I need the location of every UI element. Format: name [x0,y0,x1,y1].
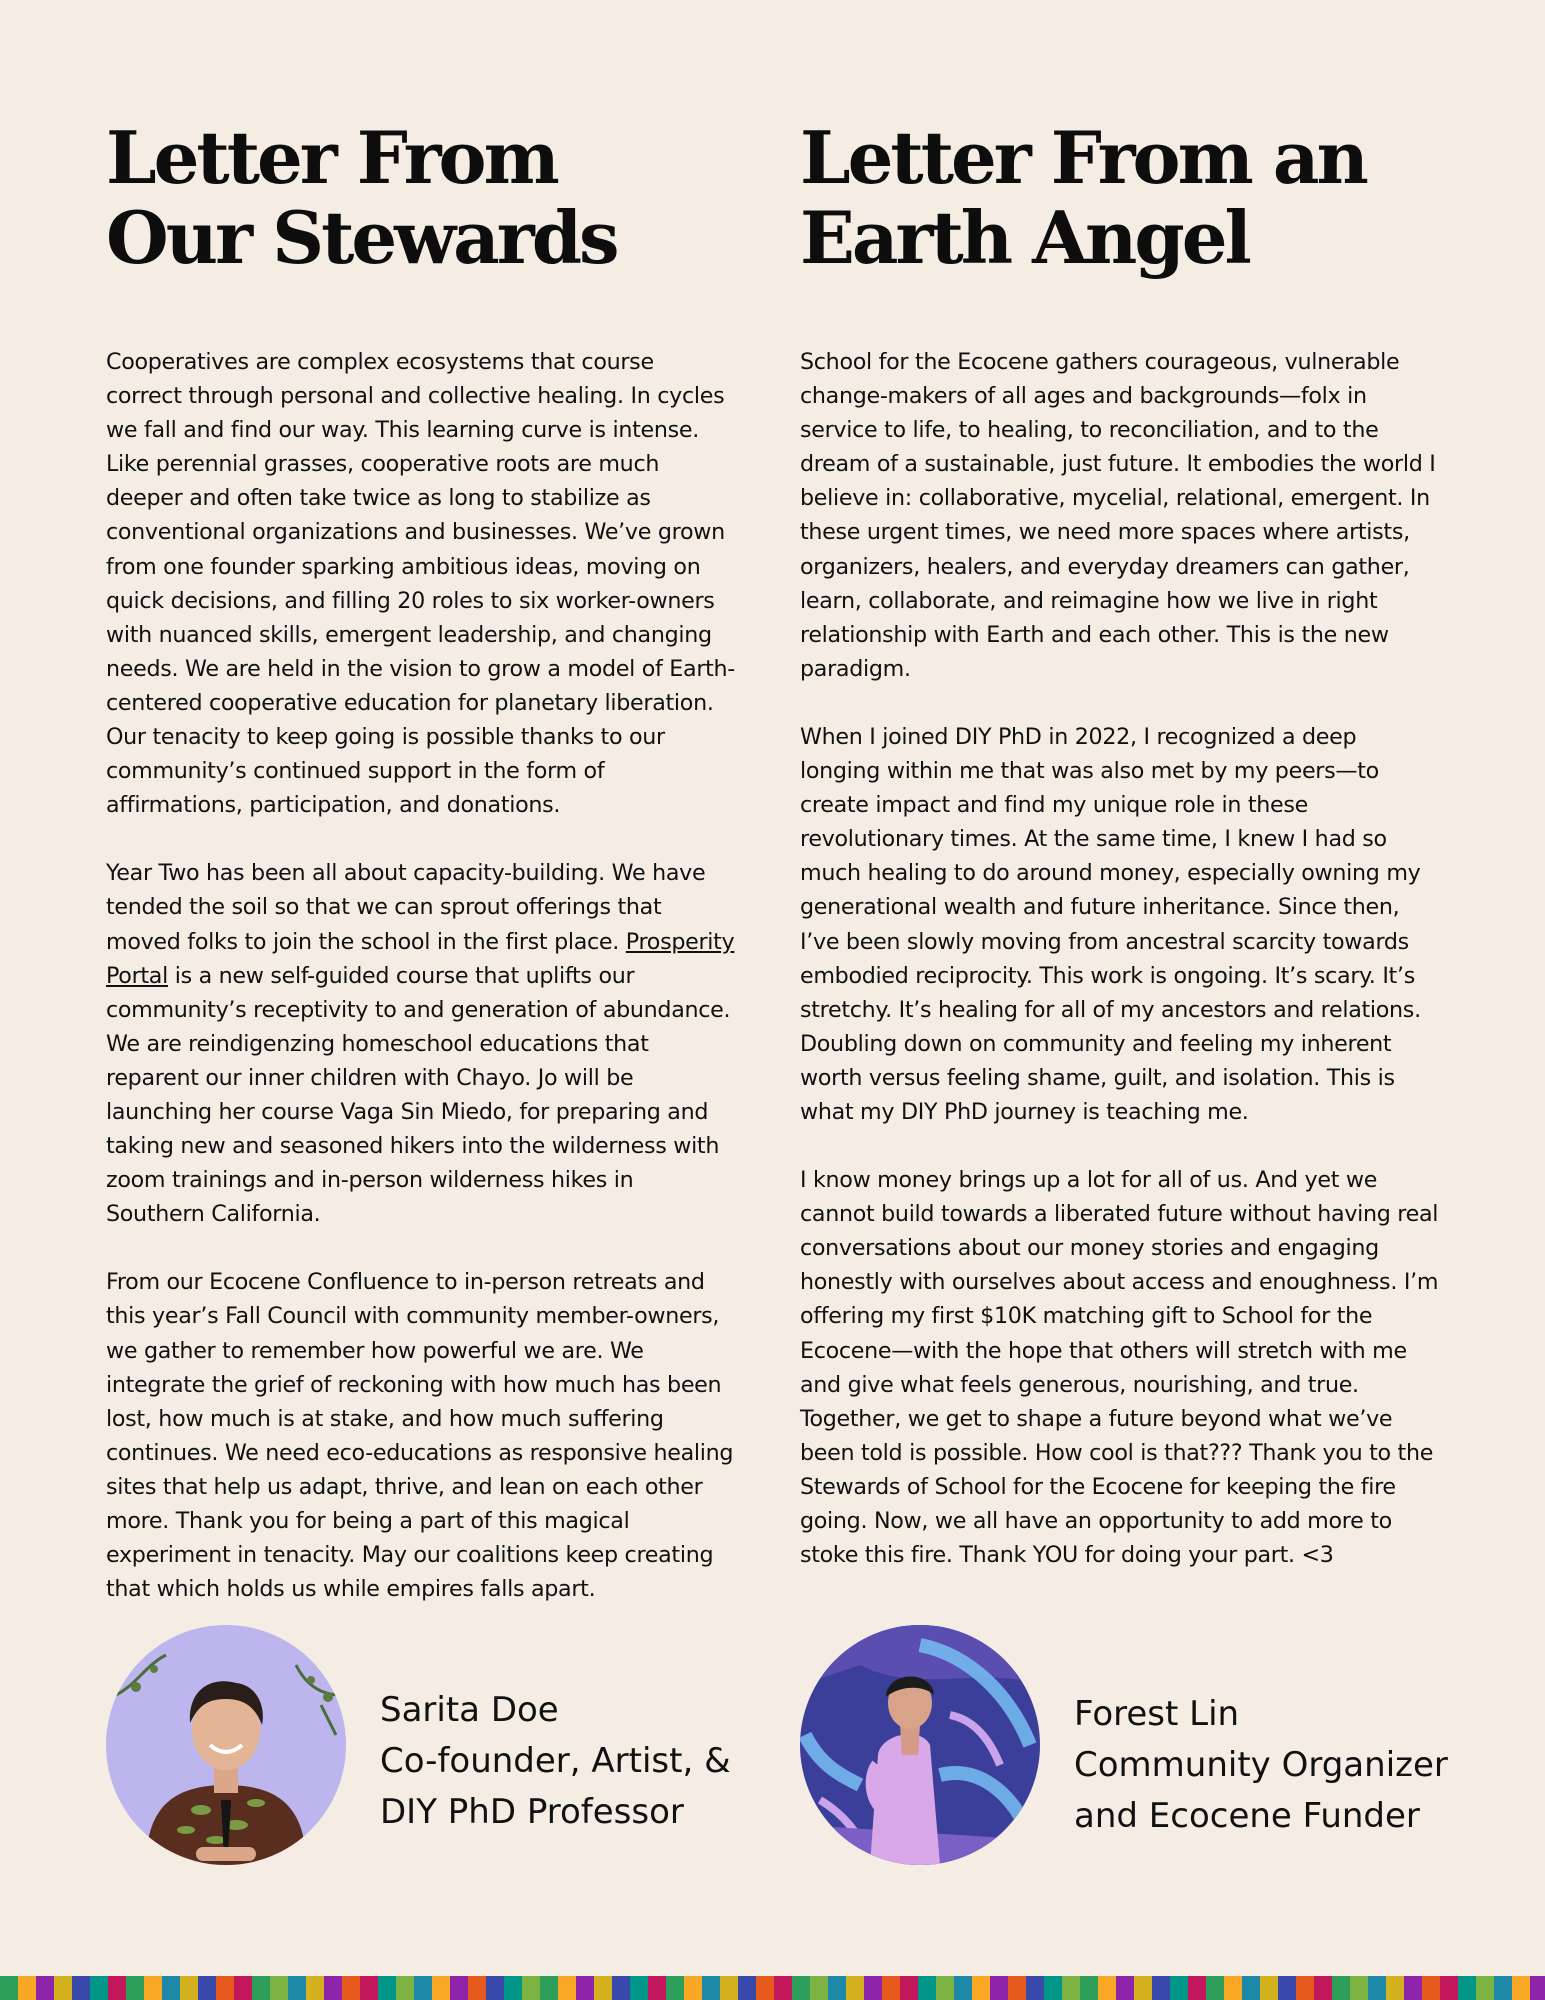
stripe-segment [954,1976,972,2000]
stripe-segment [612,1976,630,2000]
stripe-segment [1206,1976,1224,2000]
earth-angel-title-line1: Letter From an [800,115,1366,200]
stripe-segment [162,1976,180,2000]
stripe-segment [1296,1976,1314,2000]
stripe-segment [756,1976,774,2000]
stripe-segment [306,1976,324,2000]
steward-paragraph-3: From our Ecocene Confluence to in-person retreats and this year’s Fall Council with community member-owners, we gather to remember how powerful we are. We integrate the grief of reckoning with how much has been lost, how much is at stake, and how much suffering continues. We need eco-educations as responsive healing sites that help us adapt, thrive, and lean on each other more. Thank you for being a part of this magical experiment in tenacity. May our coalitions keep creating that which holds us while empires falls apart. [106,1269,734,1603]
stripe-segment [1476,1976,1494,2000]
steward-paragraph-2 [106,856,736,1231]
earth-angel-paragraph-2: When I joined DIY PhD in 2022, I recognized a deep longing within me that was also met by my peers—to create impact and find my unique role in these revolutionary times. At the same time, I knew I had so much healing to do around money, especially owning my generational wealth and future inheritance. Since then, I’ve been slowly moving from ancestral scarcity towards embodied reciprocity. This work is ongoing. It’s scary. It’s stretchy. It’s healing for all of my ancestors and relations. Doubling down on community and feeling my inherent worth versus feeling shame, guilt, and isolation. This is what my DIY PhD journey is teaching me. [800,723,1421,1125]
stripe-segment [1260,1976,1278,2000]
decorative-color-stripe [0,1976,1545,2000]
stripe-segment [1008,1976,1026,2000]
earth-angel-role-line1: Community Organizer [1074,1745,1448,1785]
stripe-segment [1116,1976,1134,2000]
steward-paragraph-1: Cooperatives are complex ecosystems that course correct through personal and collective healing. In cycles we fall and find our way. This learning curve is intense. Like perennial grasses, cooperative roots are much deeper and often take twice as long to stabilize as conventional organizations and businesses. We’ve grown from one founder sparking ambitious ideas, moving on quick decisions, and filling 20 roles to six worker-owners with nuanced skills, emergent leadership, and changing needs. We are held in the vision to grow a model of Earth-centered cooperative education for planetary liberation. Our tenacity to keep going is possible thanks to our community’s continued support in the form of affirmations, participation, and donations. [106,349,736,819]
earth-angel-letter-title [800,115,1440,280]
earth-angel-name: Forest Lin [1074,1694,1240,1734]
stripe-segment [180,1976,198,2000]
stripe-segment [648,1976,666,2000]
stripe-segment [540,1976,558,2000]
stripe-segment [18,1976,36,2000]
stripe-segment [792,1976,810,2000]
stripe-segment [234,1976,252,2000]
forest-avatar [800,1625,1040,1865]
steward-signature-text [380,1685,731,1838]
stripe-segment [1224,1976,1242,2000]
stripe-segment [918,1976,936,2000]
stripe-segment [432,1976,450,2000]
steward-letter-body [106,345,736,1606]
stripe-segment [36,1976,54,2000]
stripe-segment [1350,1976,1368,2000]
steward-role-line2: DIY PhD Professor [380,1792,684,1832]
stripe-segment [108,1976,126,2000]
stripe-segment [216,1976,234,2000]
steward-name: Sarita Doe [380,1690,559,1730]
stripe-segment [1440,1976,1458,2000]
steward-letter [106,115,736,1640]
stripe-segment [72,1976,90,2000]
stripe-segment [1530,1976,1545,2000]
stripe-segment [846,1976,864,2000]
stripe-segment [324,1976,342,2000]
stripe-segment [270,1976,288,2000]
stripe-segment [1170,1976,1188,2000]
stripe-segment [1080,1976,1098,2000]
stripe-segment [828,1976,846,2000]
stripe-segment [342,1976,360,2000]
steward-p2-text-end: is a new self-guided course that uplifts our community’s receptivity to and generation of abundance. We are reindigenzing homeschool educations that reparent our inner children with Chayo. Jo will be launching her course Vaga Sin Miedo, for preparing and taking new and seasoned hikers into the wilderness with zoom trainings and in-person wilderness hikes in Southern California. [106,962,731,1228]
stripe-segment [1152,1976,1170,2000]
stripe-segment [720,1976,738,2000]
steward-role-line1: Co-founder, Artist, & [380,1741,731,1781]
stripe-segment [1278,1976,1296,2000]
stripe-segment [666,1976,684,2000]
stripe-segment [1512,1976,1530,2000]
earth-angel-paragraph-1: School for the Ecocene gathers courageous, vulnerable change-makers of all ages and backgrounds—folx in service to life, to healing, to reconciliation, and to the dream of a sustainable, just future. It embodies the world I believe in: collaborative, mycelial, relational, emergent. In these urgent times, we need more spaces where artists, organizers, healers, and everyday dreamers can gather, learn, collaborate, and reimagine how we live in right relationship with Earth and each other. This is the new paradigm. [800,349,1436,682]
steward-letter-title [106,115,736,280]
stripe-segment [252,1976,270,2000]
earth-angel-letter [800,115,1440,1606]
steward-title-line1: Letter From [106,115,557,200]
stripe-segment [738,1976,756,2000]
stripe-segment [1422,1976,1440,2000]
stripe-segment [90,1976,108,2000]
stripe-segment [1386,1976,1404,2000]
earth-angel-letter-body [800,345,1440,1572]
stripe-segment [810,1976,828,2000]
stripe-segment [900,1976,918,2000]
stripe-segment [1332,1976,1350,2000]
stripe-segment [468,1976,486,2000]
stripe-segment [1458,1976,1476,2000]
prosperity-portal-link[interactable]: Prosperity Portal [106,928,735,989]
earth-angel-title-line2: Earth Angel [800,195,1249,280]
stripe-segment [144,1976,162,2000]
stripe-segment [0,1976,18,2000]
stripe-segment [378,1976,396,2000]
stripe-segment [684,1976,702,2000]
stripe-segment [1368,1976,1386,2000]
stripe-segment [1044,1976,1062,2000]
stripe-segment [198,1976,216,2000]
steward-p2-text-start: Year Two has been all about capacity-building. We have tended the soil so that we can sprout offerings that moved folks to join the school in the first place. [106,860,706,955]
earth-angel-paragraph-3: I know money brings up a lot for all of us. And yet we cannot build towards a liberated future without having real conversations about our money stories and engaging honestly with ourselves about access and enoughness. I’m offering my first $10K matching gift to School for the Ecocene—with the hope that others will stretch with me and give what feels generous, nourishing, and true. Together, we get to shape a future beyond what we’ve been told is possible. How cool is that??? Thank you to the Stewards of School for the Ecocene for keeping the fire going. Now, we all have an opportunity to add more to stoke this fire. Thank YOU for doing your part. <3 [800,1167,1439,1569]
stripe-segment [360,1976,378,2000]
stripe-segment [1098,1976,1116,2000]
stripe-segment [288,1976,306,2000]
stripe-segment [558,1976,576,2000]
stripe-segment [576,1976,594,2000]
steward-title-line2: Our Stewards [106,195,617,280]
stripe-segment [522,1976,540,2000]
sarita-avatar [106,1625,346,1865]
stripe-segment [450,1976,468,2000]
stripe-segment [1026,1976,1044,2000]
stripe-segment [1062,1976,1080,2000]
stripe-segment [1188,1976,1206,2000]
earth-angel-role-line2: and Ecocene Funder [1074,1796,1420,1836]
stripe-segment [504,1976,522,2000]
stripe-segment [54,1976,72,2000]
stripe-segment [774,1976,792,2000]
stripe-segment [1242,1976,1260,2000]
stripe-segment [414,1976,432,2000]
stripe-segment [594,1976,612,2000]
stripe-segment [702,1976,720,2000]
stripe-segment [972,1976,990,2000]
stripe-segment [1404,1976,1422,2000]
stripe-segment [990,1976,1008,2000]
stripe-segment [864,1976,882,2000]
earth-angel-signature-text [1074,1689,1448,1842]
stripe-segment [1494,1976,1512,2000]
stripe-segment [882,1976,900,2000]
stripe-segment [630,1976,648,2000]
stripe-segment [1314,1976,1332,2000]
stripe-segment [936,1976,954,2000]
stripe-segment [486,1976,504,2000]
stripe-segment [1134,1976,1152,2000]
stripe-segment [396,1976,414,2000]
stripe-segment [126,1976,144,2000]
